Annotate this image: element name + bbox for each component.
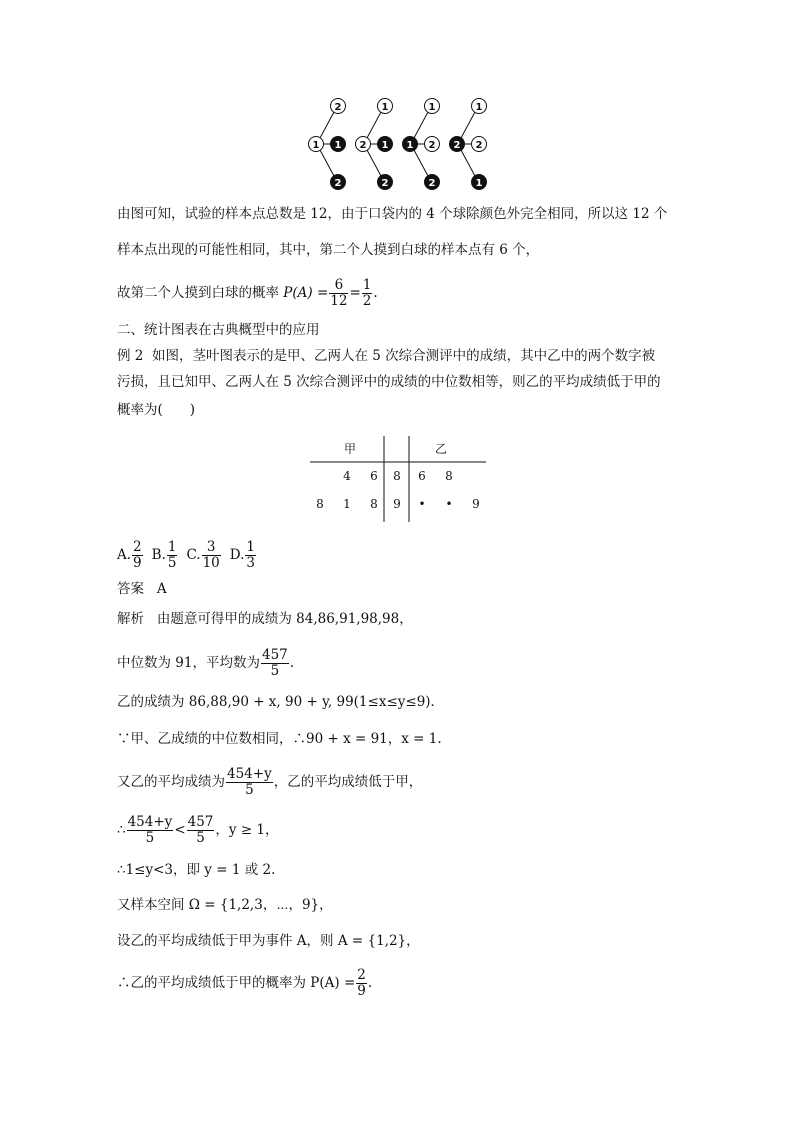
left-leaf: 8 (370, 497, 378, 511)
fraction (329, 278, 348, 309)
period: . (289, 655, 295, 671)
solution-line (117, 609, 413, 629)
answer-label: 答案 (117, 581, 144, 597)
example-line: 概率为( ) (117, 402, 196, 418)
probability-line (117, 278, 378, 309)
fraction (261, 648, 289, 679)
option-c (186, 539, 221, 571)
fraction (202, 540, 221, 571)
fraction (362, 278, 373, 309)
left-leaf: 4 (343, 469, 351, 483)
denominator: 5 (196, 830, 205, 846)
option-a (117, 539, 144, 571)
solution-line (117, 648, 294, 679)
fraction (226, 767, 273, 798)
denominator: 3 (246, 555, 256, 571)
solution-line: ∴1≤y<3，即 y = 1 或 2. (117, 862, 276, 878)
fraction (187, 815, 215, 846)
branch-ball-icon (331, 99, 346, 114)
branch-ball-icon (425, 137, 440, 152)
text: ，y ≥ 1， (215, 822, 279, 838)
numerator: 454+y (127, 814, 173, 830)
tree-branch (461, 112, 475, 138)
tree-branch (367, 150, 381, 176)
svg-text:1: 1 (428, 102, 436, 113)
numerator: 1 (246, 539, 256, 555)
branch-ball-icon (425, 175, 440, 190)
solution-line: ∵甲、乙成绩的中位数相同，∴90 + x = 91，x = 1. (117, 731, 442, 747)
text: 中位数为 91，平均数为 (117, 655, 260, 671)
paragraph-line: 样本点出现的可能性相同，其中，第二个人摸到白球的样本点有 6 个， (117, 242, 540, 258)
right-leaf: • (418, 497, 426, 511)
numerator: 1 (362, 277, 372, 293)
branch-ball-icon (378, 175, 393, 190)
fraction (167, 540, 178, 571)
solution-line: 乙的成绩为 86,88,90 + x, 90 + y, 99(1≤x≤y≤9)． (117, 694, 445, 710)
left-header: 甲 (343, 442, 357, 456)
option-letter: D. (229, 547, 245, 563)
options-line (117, 540, 257, 571)
denominator: 10 (202, 555, 220, 571)
period: . (367, 975, 373, 991)
fraction (356, 968, 367, 999)
text: ∴乙的平均成绩低于甲的概率为 P(A) = (117, 975, 356, 991)
stem-leaf-plot (310, 436, 490, 522)
stem-value: 8 (393, 469, 401, 483)
option-b (151, 539, 179, 571)
svg-text:2: 2 (475, 140, 483, 151)
denominator: 9 (133, 555, 142, 571)
section-title: 二、统计图表在古典概型中的应用 (117, 322, 320, 338)
answer-line (117, 579, 167, 599)
branch-ball-icon (425, 99, 440, 114)
solution-label: 解析 (117, 611, 144, 627)
denominator: 5 (167, 555, 177, 571)
option-letter: A. (117, 547, 132, 563)
option-d (229, 539, 257, 571)
left-leaf: 1 (343, 497, 351, 511)
tree-diagram (300, 92, 500, 194)
svg-text:1: 1 (381, 140, 389, 151)
fraction (132, 540, 143, 571)
right-header: 乙 (434, 442, 448, 456)
therefore: ∴ (117, 822, 126, 838)
tree-branch (320, 112, 334, 138)
paragraph-line: 由图可知，试验的样本点总数是 12，由于口袋内的 4 个球除颜色外完全相同，所以这 12 个 (117, 206, 668, 222)
root-ball-icon (356, 137, 371, 152)
svg-text:1: 1 (381, 102, 389, 113)
equals: = (349, 285, 361, 301)
svg-text:2: 2 (359, 140, 367, 151)
root-ball-icon (403, 137, 418, 152)
svg-text:1: 1 (475, 178, 483, 189)
branch-ball-icon (378, 137, 393, 152)
root-ball-icon (309, 137, 324, 152)
numerator: 2 (357, 967, 366, 983)
numerator: 454+y (227, 766, 272, 782)
solution-line (117, 767, 422, 798)
numerator: 1 (167, 539, 177, 555)
tree-branch (414, 150, 428, 176)
svg-text:1: 1 (406, 140, 414, 151)
tree-branch (461, 150, 475, 176)
denominator: 12 (330, 293, 348, 309)
right-leaf: • (445, 497, 453, 511)
fraction (127, 815, 174, 846)
svg-text:2: 2 (381, 178, 389, 189)
svg-text:1: 1 (334, 140, 342, 151)
svg-text:1: 1 (312, 140, 320, 151)
denominator: 2 (362, 293, 372, 309)
numerator: 457 (261, 647, 288, 663)
denominator: 5 (270, 663, 280, 679)
right-leaf: 9 (472, 497, 480, 511)
solution-line (117, 968, 372, 999)
text: ，乙的平均成绩低于甲， (273, 774, 423, 790)
solution-text: 由题意可得甲的成绩为 84,86,91,98,98， (156, 611, 413, 627)
option-letter: B. (151, 547, 166, 563)
example-line (117, 346, 655, 366)
left-leaf: 8 (316, 497, 324, 511)
denominator: 9 (357, 983, 366, 999)
svg-text:2: 2 (334, 102, 342, 113)
right-leaf: 8 (445, 469, 453, 483)
text: 又乙的平均成绩为 (117, 774, 225, 790)
numerator: 457 (187, 814, 214, 830)
less-than: < (174, 822, 186, 838)
solution-line: 设乙的平均成绩低于甲为事件 A，则 A = {1,2}， (117, 933, 420, 949)
math-fn: P(A) = (283, 285, 329, 301)
period: . (373, 285, 378, 301)
branch-ball-icon (472, 175, 487, 190)
svg-text:1: 1 (475, 102, 483, 113)
fraction (245, 540, 256, 571)
root-ball-icon (450, 137, 465, 152)
example-text: 如图，茎叶图表示的是甲、乙两人在 5 次综合测评中的成绩，其中乙中的两个数字被 (151, 348, 656, 364)
tree-branch (414, 112, 428, 138)
svg-text:2: 2 (334, 178, 342, 189)
branch-ball-icon (331, 175, 346, 190)
svg-text:2: 2 (428, 140, 436, 151)
branch-ball-icon (331, 137, 346, 152)
branch-ball-icon (472, 137, 487, 152)
stem-value: 9 (393, 497, 401, 511)
solution-line (117, 815, 279, 846)
left-leaf: 6 (370, 469, 378, 483)
tree-branch (320, 150, 334, 176)
example-line: 污损，且已知甲、乙两人在 5 次综合测评中的成绩的中位数相等，则乙的平均成绩低于甲的 (117, 374, 661, 390)
numerator: 3 (202, 540, 221, 556)
svg-text:2: 2 (428, 178, 436, 189)
svg-text:2: 2 (453, 140, 461, 151)
branch-ball-icon (378, 99, 393, 114)
denominator: 5 (145, 830, 155, 846)
tree-branch (367, 112, 381, 138)
solution-line: 又样本空间 Ω = {1,2,3，⋯，9}， (117, 897, 333, 913)
branch-ball-icon (472, 99, 487, 114)
numerator: 6 (329, 278, 348, 294)
denominator: 5 (245, 782, 254, 798)
answer-value: A (156, 581, 167, 597)
numerator: 2 (133, 539, 142, 555)
option-letter: C. (186, 547, 201, 563)
right-leaf: 6 (418, 469, 426, 483)
text: 故第二个人摸到白球的概率 (117, 285, 284, 301)
example-label: 例 2 (117, 348, 144, 364)
